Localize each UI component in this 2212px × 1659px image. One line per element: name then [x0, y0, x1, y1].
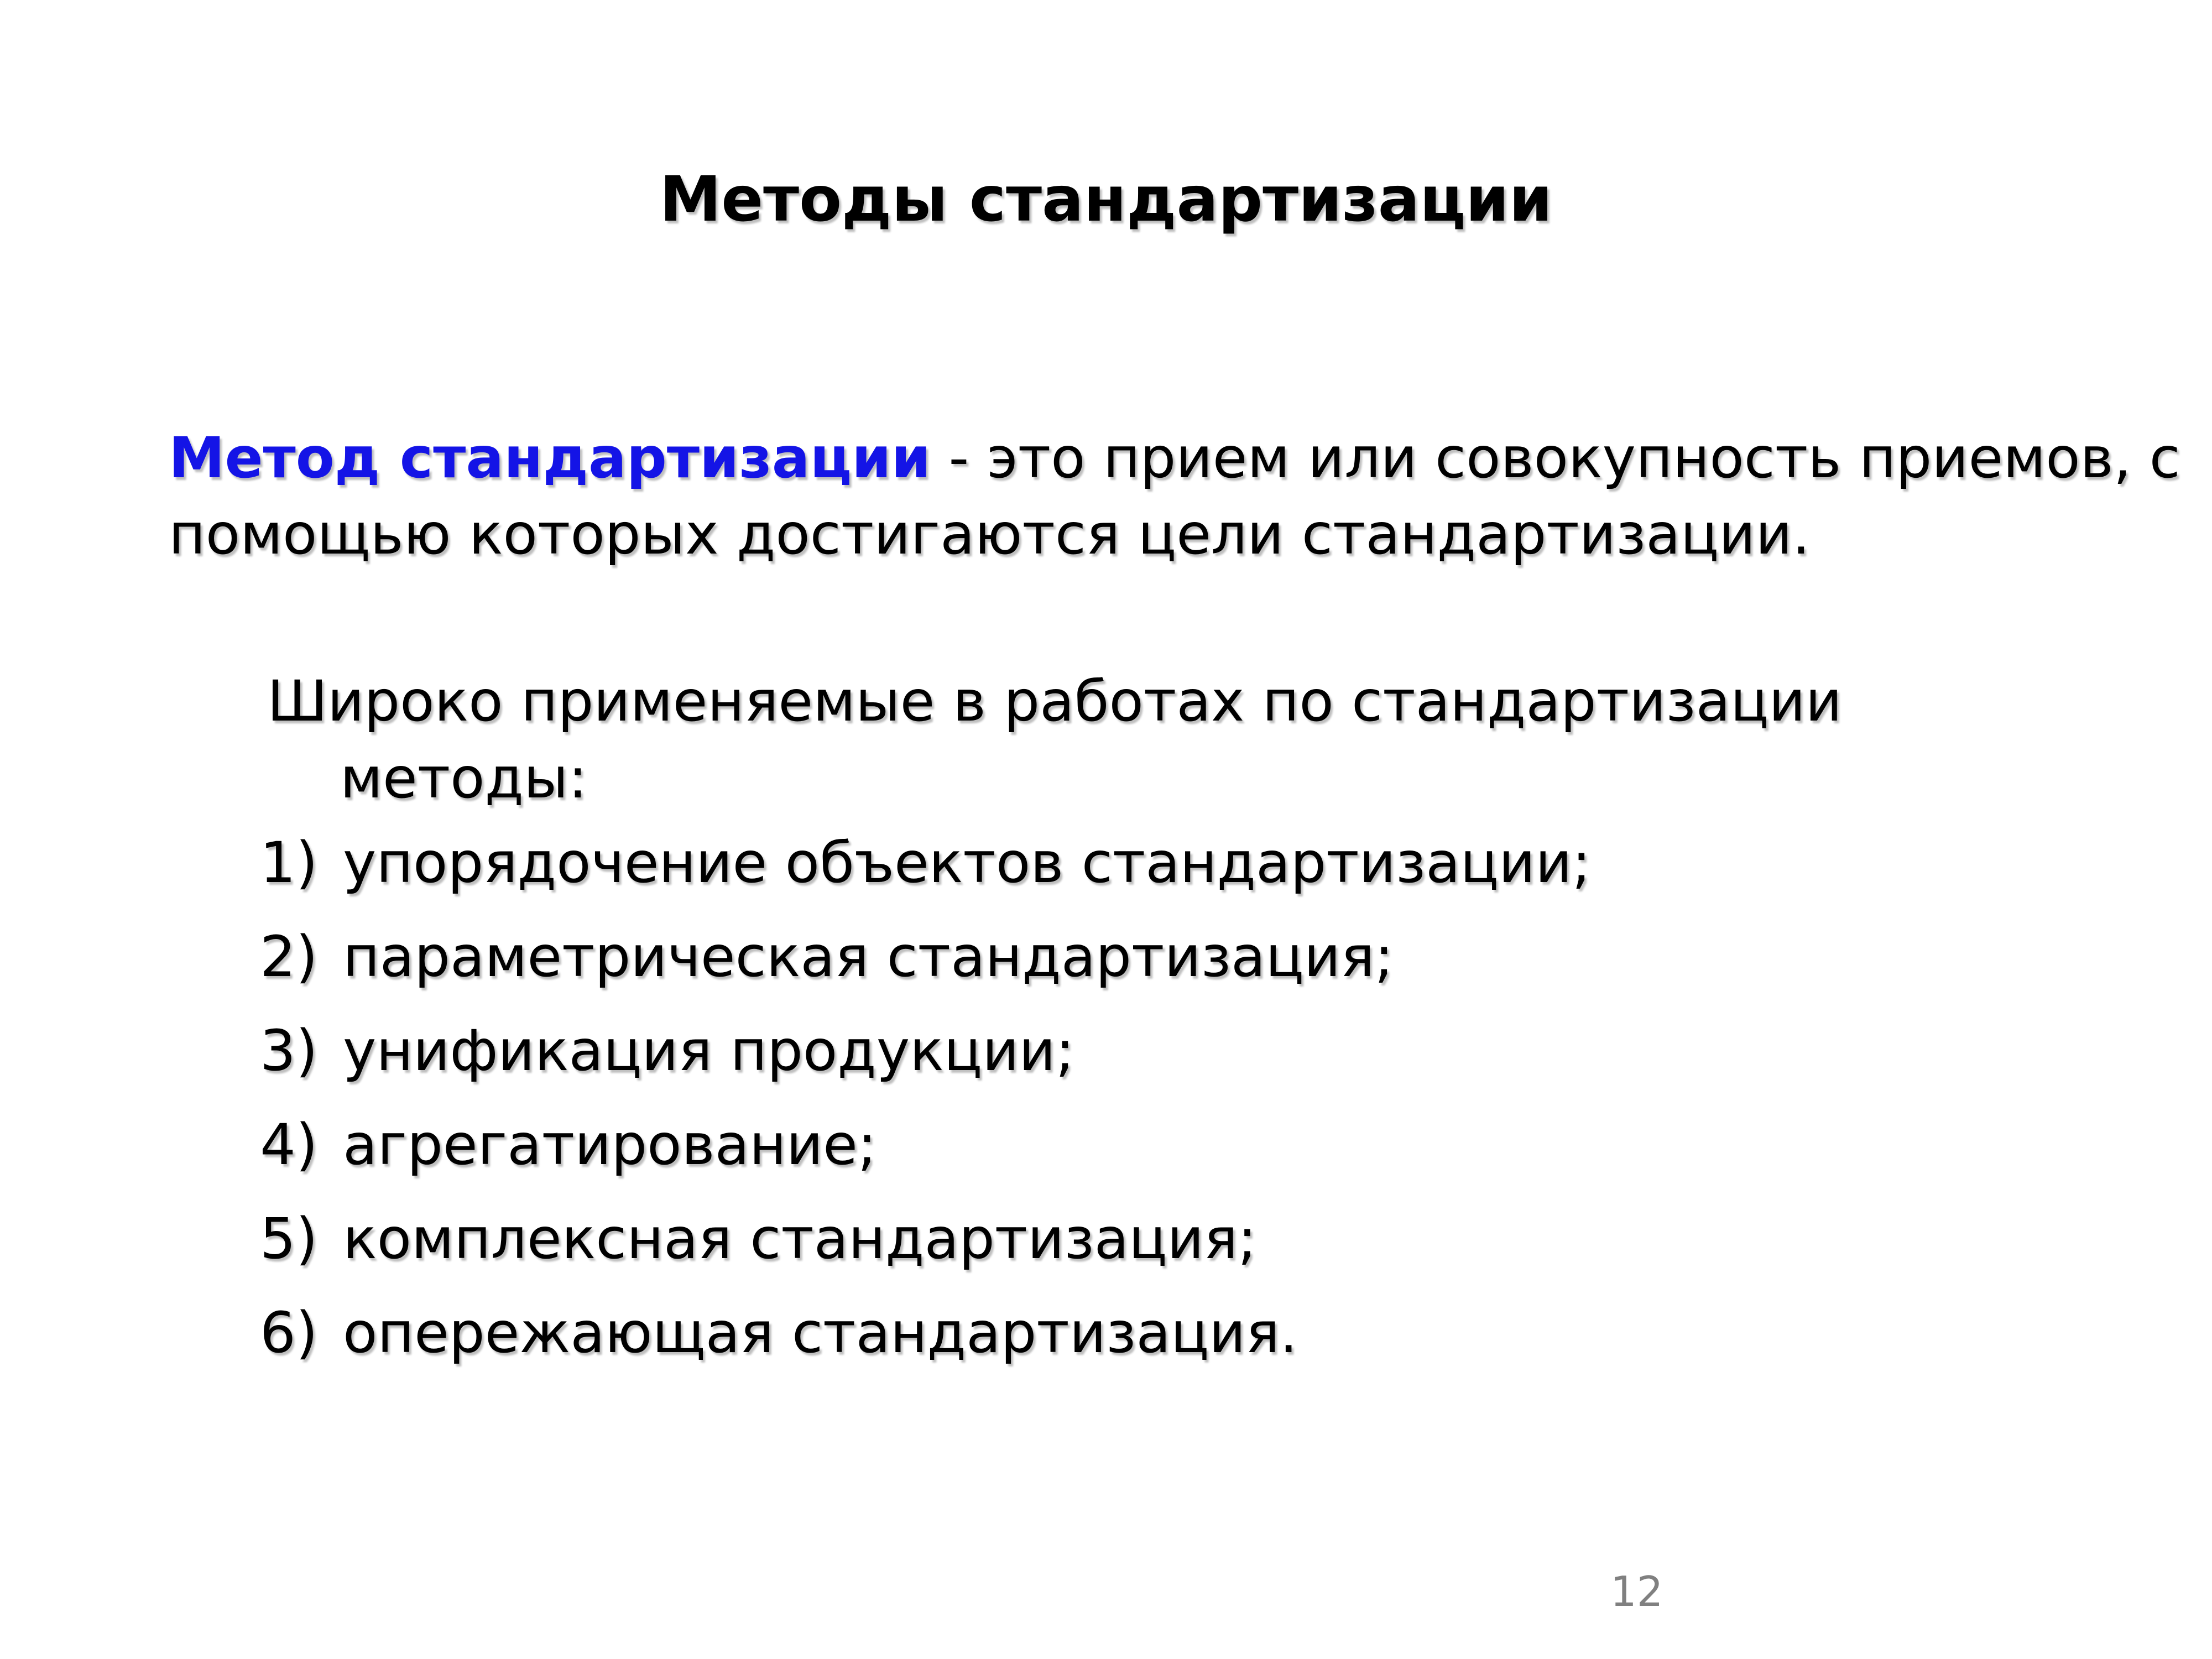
method-item-1: [260, 827, 1591, 899]
method-item-2-text: параметрическая стандартизация;: [343, 924, 1394, 990]
method-item-3: [260, 1015, 1074, 1087]
intro-paragraph: [267, 663, 1842, 817]
method-item-4-number: 4): [260, 1112, 318, 1178]
method-item-6: [260, 1297, 1297, 1369]
method-item-6-text: опережающая стандартизация.: [343, 1300, 1298, 1366]
method-item-5: [260, 1203, 1257, 1275]
page-number: 12: [1610, 1567, 1663, 1616]
method-item-2: [260, 921, 1394, 993]
method-item-5-text: комплексная стандартизация;: [343, 1206, 1257, 1272]
method-item-1-number: 1): [260, 830, 318, 896]
definition-line-1: [169, 420, 2180, 497]
definition-line-1-rest: - это прием или совокупность приемов, с: [931, 425, 2180, 491]
method-item-4-text: агрегатирование;: [343, 1112, 877, 1178]
definition-paragraph: [169, 420, 2180, 573]
method-item-5-number: 5): [260, 1206, 318, 1272]
definition-line-2: помощью которых достигаются цели стандартизации.: [169, 502, 1811, 567]
method-item-6-number: 6): [260, 1300, 318, 1366]
intro-line-2: методы:: [340, 745, 587, 811]
method-item-4: [260, 1109, 877, 1181]
definition-term: Метод стандартизации: [169, 425, 931, 491]
method-item-3-number: 3): [260, 1018, 318, 1084]
slide-title: Методы стандартизации: [659, 164, 1553, 236]
method-item-1-text: упорядочение объектов стандартизации;: [343, 830, 1592, 896]
method-item-2-number: 2): [260, 924, 318, 990]
intro-line-1: Широко применяемые в работах по стандартизации: [267, 669, 1843, 734]
method-item-3-text: унификация продукции;: [343, 1018, 1075, 1084]
